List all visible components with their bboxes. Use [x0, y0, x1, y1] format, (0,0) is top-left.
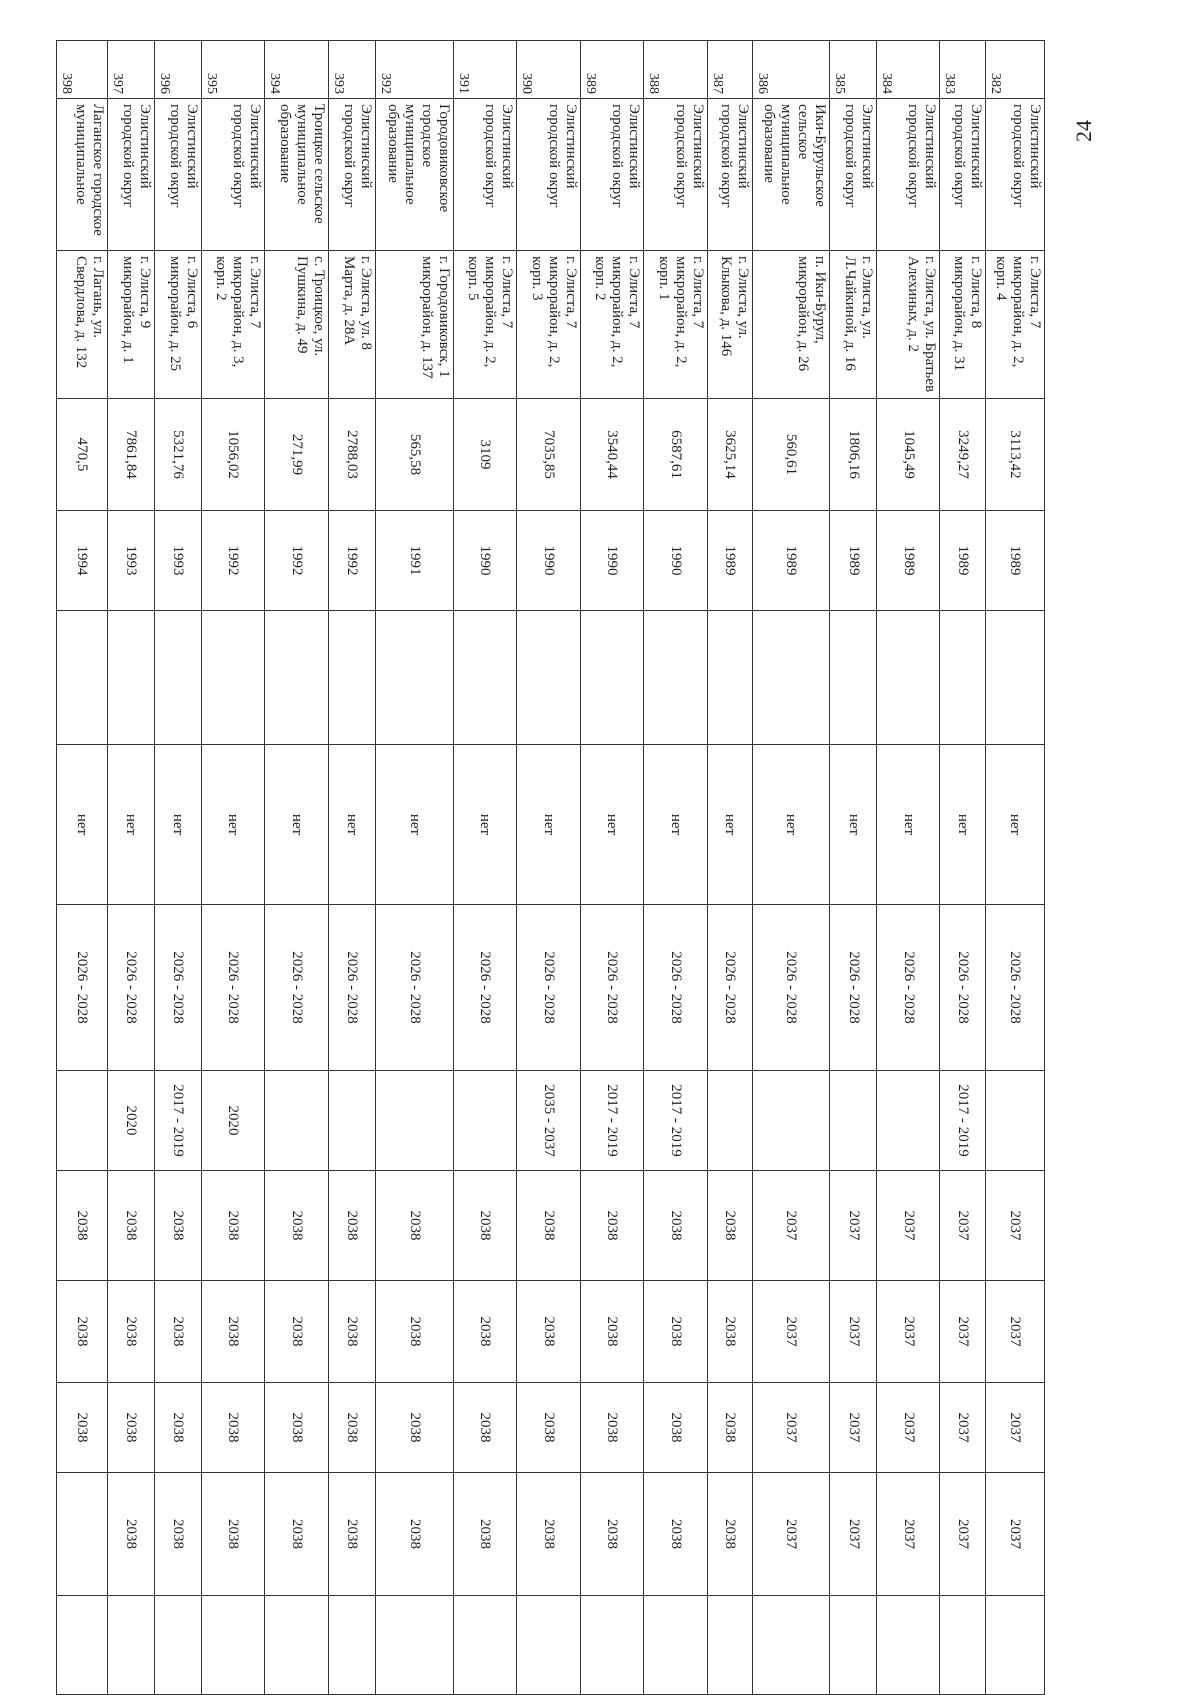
period-cell: 2026 - 2028	[752, 905, 830, 1071]
year-3-cell: 2038	[644, 1383, 708, 1473]
year-cell: 1993	[154, 511, 201, 611]
address-cell: п. Ики-Бурул, микрорайон, д. 26	[752, 251, 830, 399]
row-number: 384	[877, 41, 939, 99]
flag-cell: нет	[453, 745, 517, 905]
year-3-cell: 2037	[877, 1383, 939, 1473]
year-4-cell: 2038	[375, 1473, 453, 1596]
empty-cell	[580, 1596, 644, 1695]
year-2-cell: 2038	[328, 1281, 375, 1383]
row-number: 397	[107, 41, 154, 99]
flag-cell: нет	[830, 745, 877, 905]
row-number: 389	[580, 41, 644, 99]
flag-cell: нет	[580, 745, 644, 905]
period-cell: 2026 - 2028	[154, 905, 201, 1071]
area-cell: 3113,42	[985, 399, 1044, 511]
mark-cell	[580, 611, 644, 745]
year-2-cell: 2037	[939, 1281, 985, 1383]
flag-cell: нет	[517, 745, 581, 905]
table-row	[877, 41, 939, 1695]
flag-cell: нет	[107, 745, 154, 905]
year-4-cell: 2038	[580, 1473, 644, 1596]
area-cell: 470,5	[57, 399, 108, 511]
row-number: 388	[644, 41, 708, 99]
row-number: 391	[453, 41, 517, 99]
mark-cell	[752, 611, 830, 745]
table-row	[830, 41, 877, 1695]
year-1-cell: 2037	[752, 1171, 830, 1281]
address-cell: г. Городовиковск, 1 микрорайон, д. 137	[375, 251, 453, 399]
year-cell: 1990	[453, 511, 517, 611]
flag-cell: нет	[375, 745, 453, 905]
area-cell: 3249,27	[939, 399, 985, 511]
year-4-cell: 2037	[877, 1473, 939, 1596]
table-row	[517, 41, 581, 1695]
mark-cell	[453, 611, 517, 745]
year-2-cell: 2037	[830, 1281, 877, 1383]
year-2-cell: 2038	[517, 1281, 581, 1383]
empty-cell	[453, 1596, 517, 1695]
row-number: 385	[830, 41, 877, 99]
address-cell: г. Элиста, 7 микрорайон, д. 2, корп. 5	[453, 251, 517, 399]
empty-cell	[375, 1596, 453, 1695]
row-number: 386	[752, 41, 830, 99]
period-cell: 2026 - 2028	[580, 905, 644, 1071]
done-period-cell	[265, 1071, 329, 1171]
empty-cell	[57, 1596, 108, 1695]
year-cell: 1992	[328, 511, 375, 611]
year-3-cell: 2038	[707, 1383, 752, 1473]
table-row	[985, 41, 1044, 1695]
year-4-cell: 2038	[107, 1473, 154, 1596]
year-4-cell: 2037	[985, 1473, 1044, 1596]
year-4-cell	[57, 1473, 108, 1596]
row-number: 398	[57, 41, 108, 99]
municipality-cell: Элистинский городской округ	[830, 99, 877, 251]
year-3-cell: 2037	[830, 1383, 877, 1473]
mark-cell	[57, 611, 108, 745]
done-period-cell: 2017 - 2019	[644, 1071, 708, 1171]
year-4-cell: 2037	[752, 1473, 830, 1596]
empty-cell	[107, 1596, 154, 1695]
address-cell: г. Элиста, 6 микрорайон, д. 25	[154, 251, 201, 399]
year-1-cell: 2038	[265, 1171, 329, 1281]
year-1-cell: 2038	[644, 1171, 708, 1281]
flag-cell: нет	[328, 745, 375, 905]
year-1-cell: 2038	[154, 1171, 201, 1281]
empty-cell	[328, 1596, 375, 1695]
done-period-cell	[707, 1071, 752, 1171]
table-row	[201, 41, 265, 1695]
period-cell: 2026 - 2028	[375, 905, 453, 1071]
year-2-cell: 2037	[985, 1281, 1044, 1383]
year-cell: 1989	[707, 511, 752, 611]
table-row	[375, 41, 453, 1695]
year-1-cell: 2038	[707, 1171, 752, 1281]
row-number: 396	[154, 41, 201, 99]
done-period-cell	[752, 1071, 830, 1171]
year-1-cell: 2038	[57, 1171, 108, 1281]
year-cell: 1990	[517, 511, 581, 611]
done-period-cell	[985, 1071, 1044, 1171]
year-2-cell: 2038	[707, 1281, 752, 1383]
address-cell: с. Троицкое, ул. Пушкина, д. 49	[265, 251, 329, 399]
done-period-cell	[328, 1071, 375, 1171]
row-number: 383	[939, 41, 985, 99]
period-cell: 2026 - 2028	[985, 905, 1044, 1071]
year-1-cell: 2037	[985, 1171, 1044, 1281]
flag-cell: нет	[939, 745, 985, 905]
period-cell: 2026 - 2028	[707, 905, 752, 1071]
year-4-cell: 2037	[830, 1473, 877, 1596]
year-2-cell: 2038	[265, 1281, 329, 1383]
address-cell: г. Элиста, ул. Братьев Алехиных, д. 2	[877, 251, 939, 399]
table-body	[57, 41, 1045, 1695]
year-3-cell: 2038	[154, 1383, 201, 1473]
row-number: 382	[985, 41, 1044, 99]
period-cell: 2026 - 2028	[517, 905, 581, 1071]
year-cell: 1992	[265, 511, 329, 611]
year-2-cell: 2038	[580, 1281, 644, 1383]
year-2-cell: 2038	[201, 1281, 265, 1383]
address-cell: г. Лагань, ул. Свердлова, д. 132	[57, 251, 108, 399]
address-cell: г. Элиста, ул. Л.Чайкиной, д. 16	[830, 251, 877, 399]
year-3-cell: 2038	[580, 1383, 644, 1473]
year-4-cell: 2038	[201, 1473, 265, 1596]
year-4-cell: 2037	[939, 1473, 985, 1596]
table-row	[265, 41, 329, 1695]
year-cell: 1989	[752, 511, 830, 611]
done-period-cell: 2017 - 2019	[580, 1071, 644, 1171]
done-period-cell: 2017 - 2019	[939, 1071, 985, 1171]
period-cell: 2026 - 2028	[877, 905, 939, 1071]
address-cell: г. Элиста, ул. 8 Марта, д. 28А	[328, 251, 375, 399]
year-cell: 1990	[580, 511, 644, 611]
row-number: 393	[328, 41, 375, 99]
area-cell: 7861,84	[107, 399, 154, 511]
mark-cell	[985, 611, 1044, 745]
table-row	[154, 41, 201, 1695]
year-cell: 1994	[57, 511, 108, 611]
empty-cell	[154, 1596, 201, 1695]
done-period-cell: 2020	[107, 1071, 154, 1171]
table-row	[328, 41, 375, 1695]
year-3-cell: 2037	[985, 1383, 1044, 1473]
year-1-cell: 2038	[453, 1171, 517, 1281]
empty-cell	[517, 1596, 581, 1695]
area-cell: 1806,16	[830, 399, 877, 511]
area-cell: 6587,61	[644, 399, 708, 511]
year-4-cell: 2038	[154, 1473, 201, 1596]
year-2-cell: 2038	[453, 1281, 517, 1383]
period-cell: 2026 - 2028	[830, 905, 877, 1071]
municipality-cell: Лаганское городское муниципальное	[57, 99, 108, 251]
year-1-cell: 2037	[877, 1171, 939, 1281]
empty-cell	[707, 1596, 752, 1695]
municipality-cell: Элистинский городской округ	[201, 99, 265, 251]
address-cell: г. Элиста, 7 микрорайон, д. 2, корп. 3	[517, 251, 581, 399]
row-number: 392	[375, 41, 453, 99]
flag-cell: нет	[154, 745, 201, 905]
table-row	[752, 41, 830, 1695]
mark-cell	[707, 611, 752, 745]
municipality-cell: Элистинский городской округ	[154, 99, 201, 251]
year-cell: 1989	[985, 511, 1044, 611]
year-cell: 1991	[375, 511, 453, 611]
area-cell: 1045,49	[877, 399, 939, 511]
table-row	[453, 41, 517, 1695]
year-1-cell: 2038	[328, 1171, 375, 1281]
data-table	[56, 40, 1045, 1695]
rotated-table-container	[56, 40, 1045, 1695]
area-cell: 5321,76	[154, 399, 201, 511]
municipality-cell: Элистинский городской округ	[707, 99, 752, 251]
year-2-cell: 2038	[375, 1281, 453, 1383]
done-period-cell: 2017 - 2019	[154, 1071, 201, 1171]
area-cell: 560,61	[752, 399, 830, 511]
municipality-cell: Элистинский городской округ	[328, 99, 375, 251]
row-number: 395	[201, 41, 265, 99]
municipality-cell: Элистинский городской округ	[517, 99, 581, 251]
done-period-cell: 2020	[201, 1071, 265, 1171]
area-cell: 7035,85	[517, 399, 581, 511]
table-row	[644, 41, 708, 1695]
year-2-cell: 2038	[107, 1281, 154, 1383]
year-cell: 1992	[201, 511, 265, 611]
period-cell: 2026 - 2028	[453, 905, 517, 1071]
period-cell: 2026 - 2028	[107, 905, 154, 1071]
period-cell: 2026 - 2028	[644, 905, 708, 1071]
period-cell: 2026 - 2028	[201, 905, 265, 1071]
year-2-cell: 2037	[752, 1281, 830, 1383]
year-cell: 1989	[877, 511, 939, 611]
municipality-cell: Элистинский городской округ	[985, 99, 1044, 251]
year-1-cell: 2038	[375, 1171, 453, 1281]
empty-cell	[985, 1596, 1044, 1695]
year-4-cell: 2038	[453, 1473, 517, 1596]
year-1-cell: 2038	[107, 1171, 154, 1281]
empty-cell	[201, 1596, 265, 1695]
year-3-cell: 2038	[375, 1383, 453, 1473]
done-period-cell	[877, 1071, 939, 1171]
empty-cell	[265, 1596, 329, 1695]
year-4-cell: 2038	[644, 1473, 708, 1596]
row-number: 387	[707, 41, 752, 99]
year-4-cell: 2038	[265, 1473, 329, 1596]
year-3-cell: 2038	[107, 1383, 154, 1473]
address-cell: г. Элиста, ул. Клыкова, д. 146	[707, 251, 752, 399]
area-cell: 271,99	[265, 399, 329, 511]
year-3-cell: 2038	[517, 1383, 581, 1473]
year-4-cell: 2038	[707, 1473, 752, 1596]
year-1-cell: 2038	[517, 1171, 581, 1281]
year-1-cell: 2037	[939, 1171, 985, 1281]
year-4-cell: 2038	[328, 1473, 375, 1596]
mark-cell	[939, 611, 985, 745]
year-1-cell: 2038	[201, 1171, 265, 1281]
year-3-cell: 2037	[752, 1383, 830, 1473]
municipality-cell: Элистинский городской округ	[107, 99, 154, 251]
period-cell: 2026 - 2028	[265, 905, 329, 1071]
table-row	[107, 41, 154, 1695]
mark-cell	[644, 611, 708, 745]
area-cell: 1056,02	[201, 399, 265, 511]
municipality-cell: Элистинский городской округ	[644, 99, 708, 251]
empty-cell	[752, 1596, 830, 1695]
year-1-cell: 2037	[830, 1171, 877, 1281]
year-cell: 1993	[107, 511, 154, 611]
address-cell: г. Элиста, 7 микрорайон, д. 2, корп. 1	[644, 251, 708, 399]
year-3-cell: 2037	[939, 1383, 985, 1473]
address-cell: г. Элиста, 9 микрорайон, д. 1	[107, 251, 154, 399]
empty-cell	[877, 1596, 939, 1695]
done-period-cell	[57, 1071, 108, 1171]
mark-cell	[265, 611, 329, 745]
flag-cell: нет	[265, 745, 329, 905]
period-cell: 2026 - 2028	[57, 905, 108, 1071]
flag-cell: нет	[707, 745, 752, 905]
mark-cell	[830, 611, 877, 745]
address-cell: г. Элиста, 7 микрорайон, д. 2, корп. 4	[985, 251, 1044, 399]
period-cell: 2026 - 2028	[939, 905, 985, 1071]
year-2-cell: 2038	[644, 1281, 708, 1383]
year-cell: 1989	[830, 511, 877, 611]
address-cell: г. Элиста, 8 микрорайон, д. 31	[939, 251, 985, 399]
municipality-cell: Троицкое сельское муниципальное образование	[265, 99, 329, 251]
done-period-cell	[375, 1071, 453, 1171]
year-cell: 1989	[939, 511, 985, 611]
mark-cell	[375, 611, 453, 745]
address-cell: г. Элиста, 7 микрорайон, д. 3, корп. 2	[201, 251, 265, 399]
flag-cell: нет	[57, 745, 108, 905]
table-row	[939, 41, 985, 1695]
municipality-cell: Элистинский городской округ	[877, 99, 939, 251]
flag-cell: нет	[877, 745, 939, 905]
year-1-cell: 2038	[580, 1171, 644, 1281]
municipality-cell: Ики-Бурульское сельское муниципальное образование	[752, 99, 830, 251]
municipality-cell: Городовиковское городское муниципальное образование	[375, 99, 453, 251]
mark-cell	[154, 611, 201, 745]
mark-cell	[107, 611, 154, 745]
area-cell: 2788,03	[328, 399, 375, 511]
table-row	[580, 41, 644, 1695]
page-number: 24	[1071, 120, 1096, 142]
flag-cell: нет	[752, 745, 830, 905]
municipality-cell: Элистинский городской округ	[453, 99, 517, 251]
area-cell: 565,58	[375, 399, 453, 511]
empty-cell	[644, 1596, 708, 1695]
year-2-cell: 2038	[57, 1281, 108, 1383]
flag-cell: нет	[985, 745, 1044, 905]
year-2-cell: 2037	[877, 1281, 939, 1383]
empty-cell	[830, 1596, 877, 1695]
year-4-cell: 2038	[517, 1473, 581, 1596]
empty-cell	[939, 1596, 985, 1695]
mark-cell	[201, 611, 265, 745]
year-3-cell: 2038	[328, 1383, 375, 1473]
row-number: 390	[517, 41, 581, 99]
done-period-cell	[830, 1071, 877, 1171]
year-3-cell: 2038	[453, 1383, 517, 1473]
area-cell: 3109	[453, 399, 517, 511]
mark-cell	[877, 611, 939, 745]
year-cell: 1990	[644, 511, 708, 611]
year-3-cell: 2038	[57, 1383, 108, 1473]
table-row	[57, 41, 108, 1695]
table-row	[707, 41, 752, 1695]
mark-cell	[517, 611, 581, 745]
year-2-cell: 2038	[154, 1281, 201, 1383]
address-cell: г. Элиста, 7 микрорайон, д. 2, корп. 2	[580, 251, 644, 399]
area-cell: 3540,44	[580, 399, 644, 511]
area-cell: 3625,14	[707, 399, 752, 511]
municipality-cell: Элистинский городской округ	[939, 99, 985, 251]
flag-cell: нет	[201, 745, 265, 905]
municipality-cell: Элистинский городской округ	[580, 99, 644, 251]
flag-cell: нет	[644, 745, 708, 905]
year-3-cell: 2038	[201, 1383, 265, 1473]
done-period-cell: 2035 - 2037	[517, 1071, 581, 1171]
year-3-cell: 2038	[265, 1383, 329, 1473]
mark-cell	[328, 611, 375, 745]
done-period-cell	[453, 1071, 517, 1171]
period-cell: 2026 - 2028	[328, 905, 375, 1071]
row-number: 394	[265, 41, 329, 99]
